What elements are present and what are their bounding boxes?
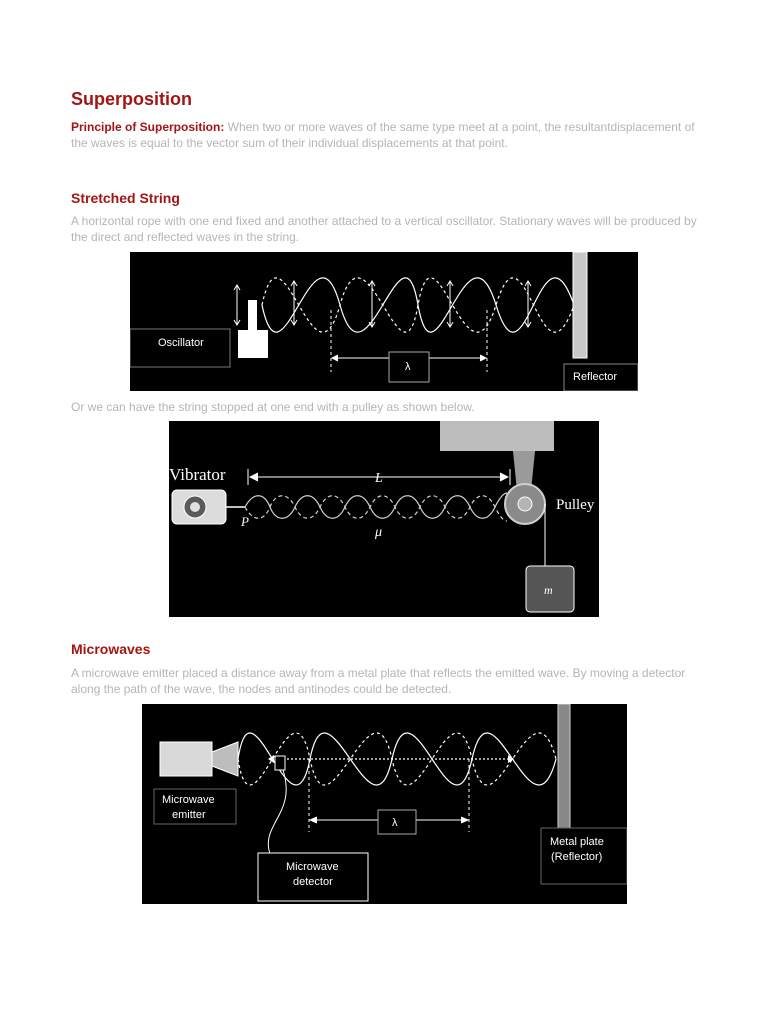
mu-label: μ	[375, 525, 383, 540]
reflector-plate-icon	[573, 252, 587, 358]
pulley-wave-solid	[245, 493, 507, 518]
mass-label: m	[544, 583, 553, 597]
pulley-label: Pulley	[556, 497, 595, 513]
detector-icon	[275, 756, 285, 770]
oscillator-figure	[130, 252, 638, 391]
oscillator-label: Oscillator	[158, 337, 204, 349]
point-p-label: P	[241, 514, 249, 529]
microwaves-heading: Microwaves	[71, 641, 151, 657]
pulley-intro-text: Or we can have the string stopped at one end with a pulley as shown below.	[71, 400, 475, 414]
metal-plate-icon	[558, 704, 570, 829]
principle-paragraph	[71, 119, 701, 151]
oscillator-base-icon	[238, 330, 268, 358]
reflector-label: Reflector	[573, 371, 618, 383]
stretched-string-text: A horizontal rope with one end fixed and another attached to a vertical oscillator. Stationary waves will be produced by the direct and reflected waves in the string.	[71, 214, 697, 244]
pulley-clamp-icon	[440, 421, 554, 451]
standing-wave-solid	[262, 278, 574, 332]
page-title: Superposition	[71, 89, 192, 109]
microwaves-text: A microwave emitter placed a distance away from a metal plate that reflects the emitted wave. By moving a detector along the path of the wave, the nodes and antinodes could be detected.	[71, 666, 686, 696]
lambda-label-2: λ	[392, 817, 398, 829]
plate-label-line2: (Reflector)	[551, 851, 603, 863]
oscillator-rod-icon	[248, 300, 257, 330]
pulley-figure	[169, 421, 599, 617]
lambda-label: λ	[405, 361, 411, 373]
stretched-string-heading: Stretched String	[71, 190, 180, 206]
vibrator-label: Vibrator	[169, 465, 226, 484]
microwave-figure	[142, 704, 627, 904]
principle-text: When two or more waves of the same type meet at a point, the resultantdisplacement of the waves is equal to the vector sum of their individual displacements at that point.	[71, 120, 695, 150]
emitter-label-line1: Microwave	[162, 794, 215, 806]
detector-label-line1: Microwave	[286, 861, 339, 873]
plate-label-line1: Metal plate	[550, 836, 604, 848]
emitter-label-line2: emitter	[172, 809, 206, 821]
length-label: L	[375, 471, 383, 486]
emitter-icon	[160, 742, 212, 776]
pulley-wave-dashed	[245, 496, 507, 521]
detector-label-line2: detector	[293, 876, 333, 888]
principle-lead: Principle of Superposition:	[71, 120, 225, 134]
